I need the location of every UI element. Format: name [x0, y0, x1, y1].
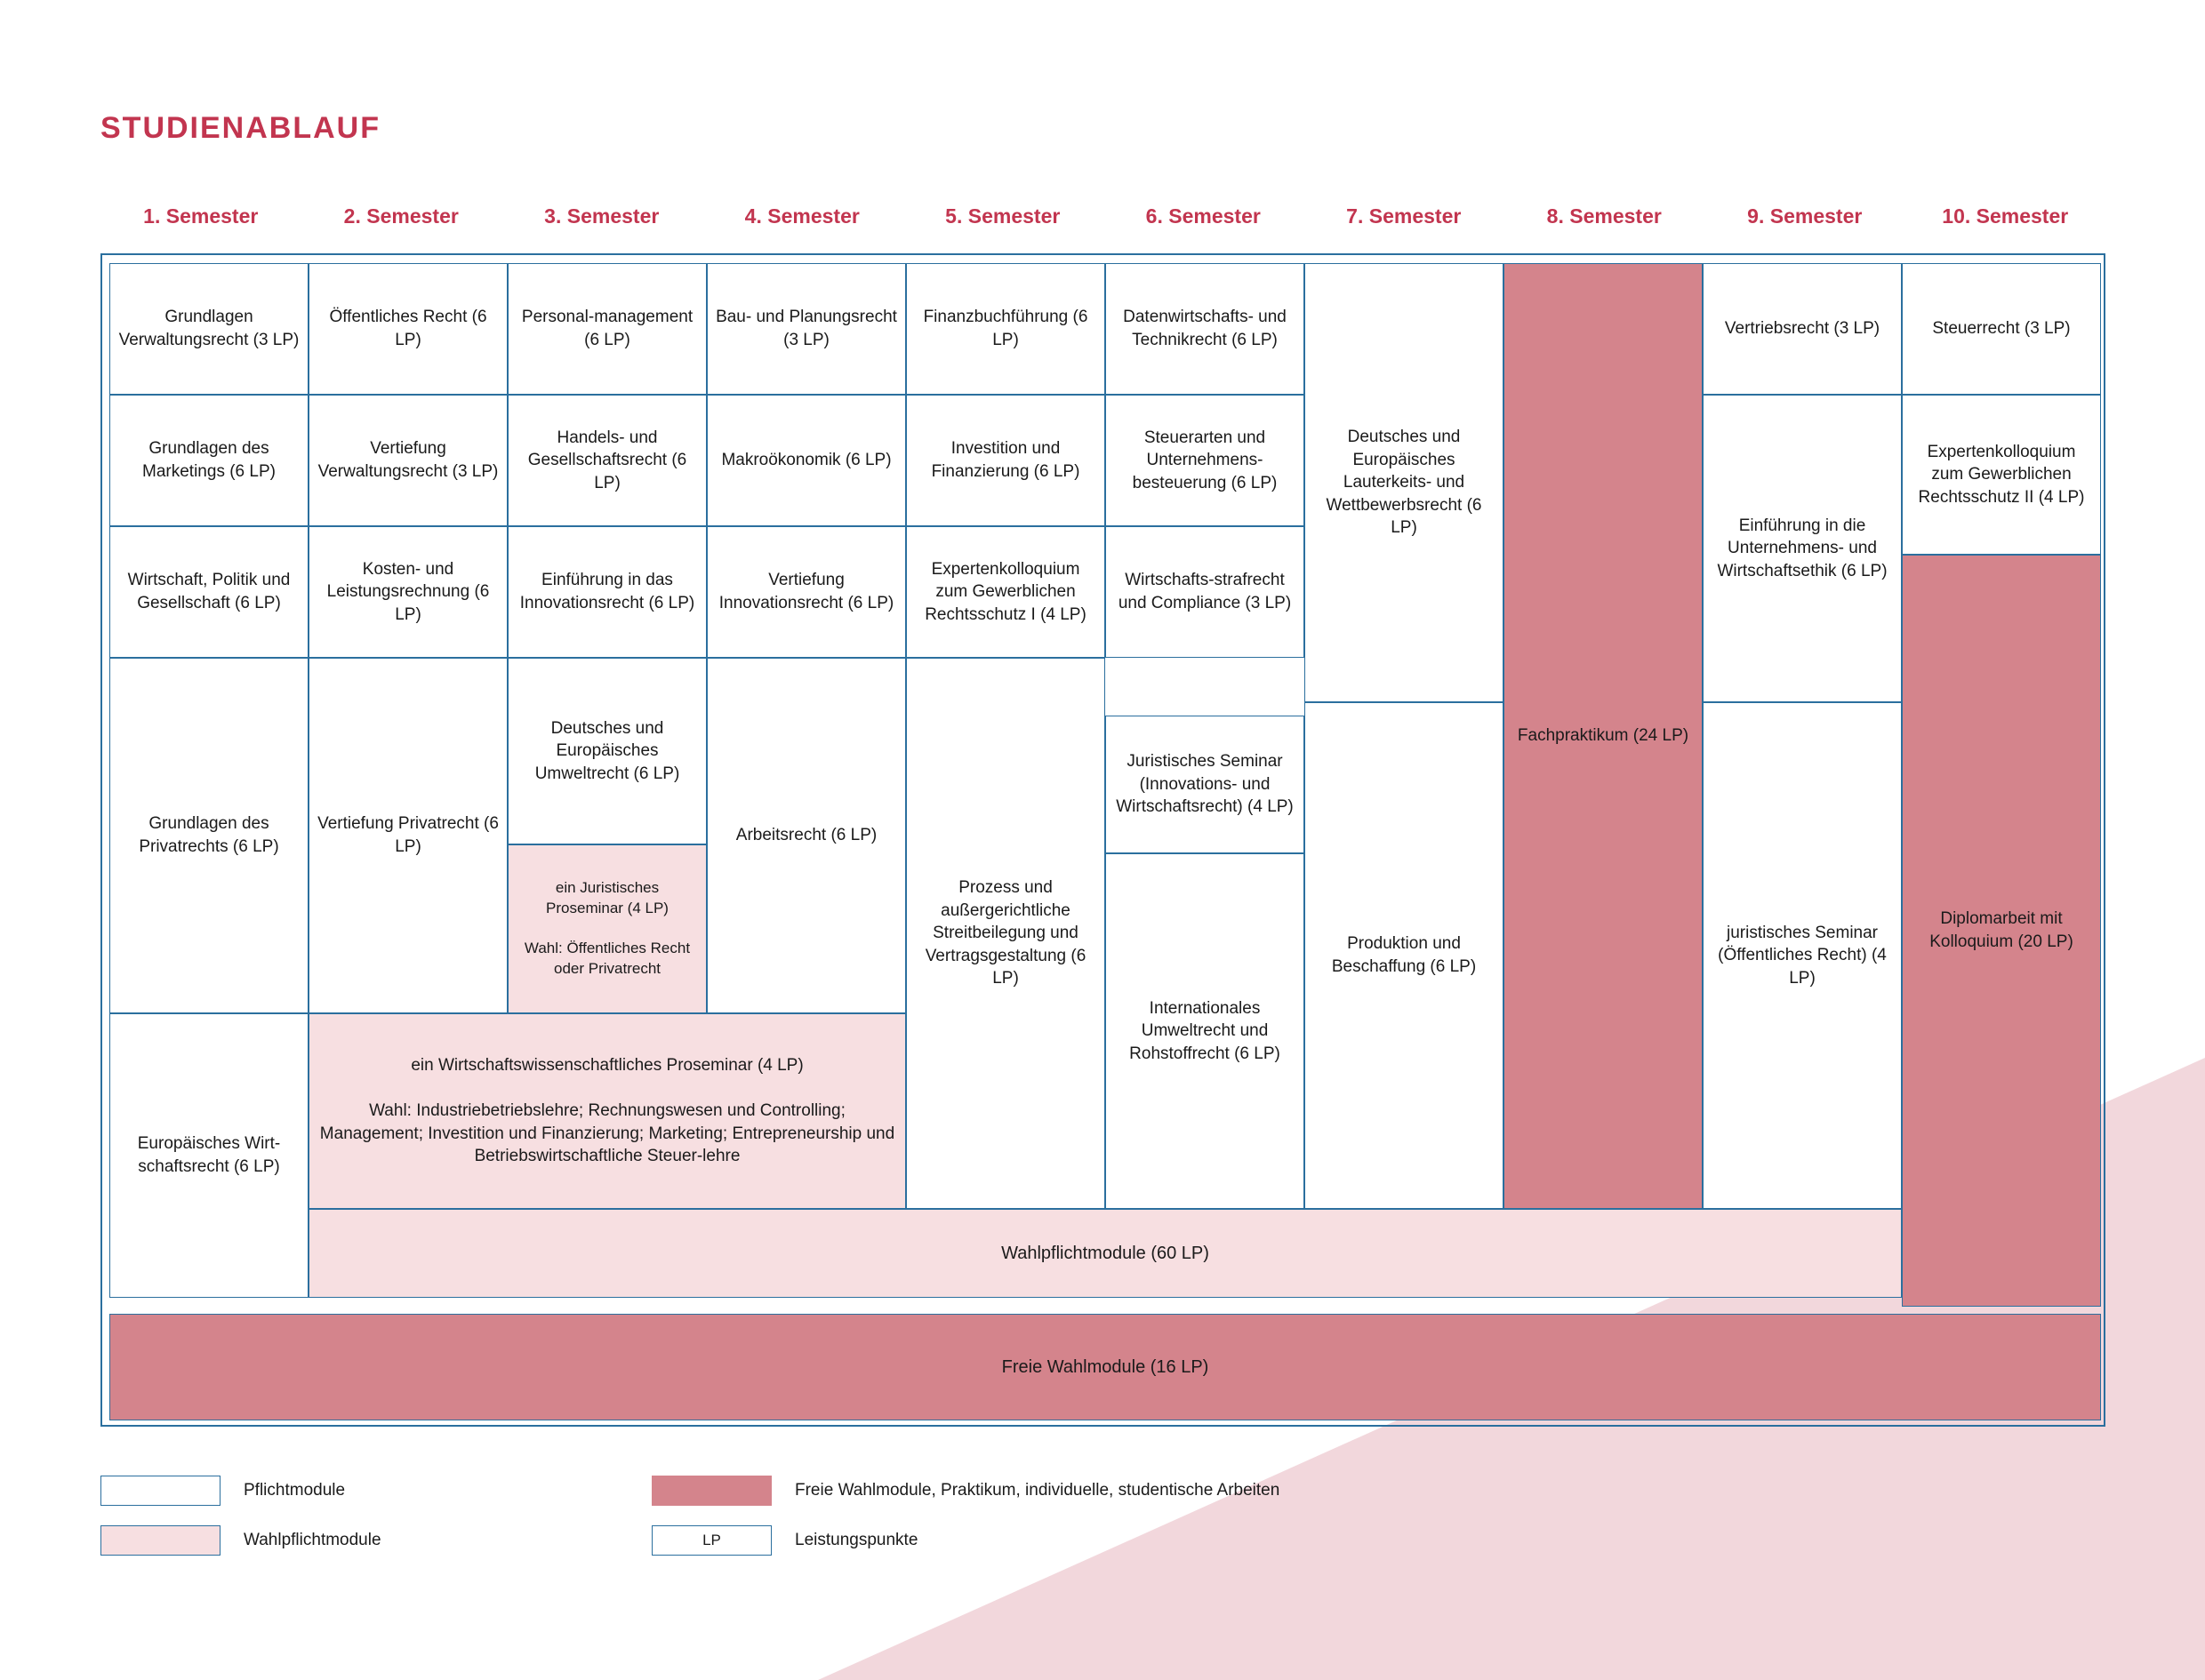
legend-swatch-wahlpflichtmodule — [100, 1525, 220, 1556]
module-s5-investition-finanzierung[interactable]: Investition und Finanzierung (6 LP) — [906, 395, 1105, 526]
semester-header-6: 6. Semester — [1145, 204, 1261, 228]
semester-header-7: 7. Semester — [1346, 204, 1462, 228]
module-s2-vertiefung-verwaltungsrecht[interactable]: Vertiefung Verwaltungsrecht (3 LP) — [309, 395, 508, 526]
legend-label-pflichtmodule: Pflichtmodule — [244, 1481, 346, 1500]
module-s10-expertenkolloquium-ii[interactable]: Expertenkolloquium zum Gewerblichen Rechtsschutz II (4 LP) — [1902, 395, 2101, 555]
module-s3-einfuehrung-innovationsrecht[interactable]: Einführung in das Innovationsrecht (6 LP) — [508, 526, 707, 658]
module-s7-produktion-beschaffung[interactable]: Produktion und Beschaffung (6 LP) — [1304, 702, 1503, 1209]
semester-header-4: 4. Semester — [744, 204, 860, 228]
module-s7-lauterkeits-wettbewerbsrecht[interactable]: Deutsches und Europäisches Lauterkeits- und Wettbewerbsrecht (6 LP) — [1304, 263, 1503, 702]
legend-row-2 — [100, 1525, 1879, 1556]
module-s1-grundlagen-marketing[interactable]: Grundlagen des Marketings (6 LP) — [109, 395, 309, 526]
module-wiwi-proseminar[interactable]: ein Wirtschaftswissenschaftliches Proseminar (4 LP) Wahl: Industriebetriebslehre; Rechnungswesen und Controlling; Management; Investition und Finanzierung; Marketing; Entrepreneurship und Betriebswirtschaftliche Steuer-lehre — [309, 1013, 906, 1209]
semester-header-3: 3. Semester — [544, 204, 660, 228]
legend-label-freie-wahlmodule: Freie Wahlmodule, Praktikum, individuelle, studentische Arbeiten — [795, 1481, 1280, 1500]
module-s1-europaeisches-wirtschaftsrecht[interactable]: Europäisches Wirt-schaftsrecht (6 LP) — [109, 1013, 309, 1298]
module-s9-vertriebsrecht[interactable]: Vertriebsrecht (3 LP) — [1703, 263, 1902, 395]
module-s10-diplomarbeit-kolloquium[interactable]: Diplomarbeit mit Kolloquium (20 LP) — [1902, 555, 2101, 1307]
module-s4-arbeitsrecht[interactable]: Arbeitsrecht (6 LP) — [707, 658, 906, 1013]
page-title: STUDIENABLAUF — [100, 111, 381, 145]
module-s2-kosten-leistungsrechnung[interactable]: Kosten- und Leistungsrechnung (6 LP) — [309, 526, 508, 658]
semester-header-10: 10. Semester — [1942, 204, 2069, 228]
module-s5-finanzbuchfuehrung[interactable]: Finanzbuchführung (6 LP) — [906, 263, 1105, 395]
module-s2-vertiefung-privatrecht[interactable]: Vertiefung Privatrecht (6 LP) — [309, 658, 508, 1013]
module-s4-makrooekonomik[interactable]: Makroökonomik (6 LP) — [707, 395, 906, 526]
module-s4-vertiefung-innovationsrecht[interactable]: Vertiefung Innovationsrecht (6 LP) — [707, 526, 906, 658]
bar-wahlpflichtmodule[interactable]: Wahlpflichtmodule (60 LP) — [309, 1209, 1902, 1298]
module-s5-prozess-streitbeilegung[interactable]: Prozess und außergerichtliche Streitbeilegung und Vertragsgestaltung (6 LP) — [906, 658, 1105, 1209]
module-s3-personalmanagement[interactable]: Personal-management (6 LP) — [508, 263, 707, 395]
module-s6-steuerarten-unternehmensbesteuerung[interactable]: Steuerarten und Unternehmens-besteuerung (6 LP) — [1105, 395, 1304, 526]
semester-header-5: 5. Semester — [945, 204, 1061, 228]
module-s6-wirtschaftsstrafrecht-compliance[interactable]: Wirtschafts-strafrecht und Compliance (3 LP) — [1105, 526, 1304, 658]
legend-swatch-freie-wahlmodule — [652, 1476, 772, 1506]
module-s3-deutsches-europaeisches-umweltrecht[interactable]: Deutsches und Europäisches Umweltrecht (6 LP) — [508, 658, 707, 844]
legend-label-leistungspunkte: Leistungspunkte — [795, 1531, 918, 1549]
legend-label-wahlpflichtmodule: Wahlpflichtmodule — [244, 1531, 381, 1549]
legend-item-pflichtmodule — [100, 1476, 652, 1506]
module-s5-expertenkolloquium-i[interactable]: Expertenkolloquium zum Gewerblichen Rechtsschutz I (4 LP) — [906, 526, 1105, 658]
module-s10-steuerrecht[interactable]: Steuerrecht (3 LP) — [1902, 263, 2101, 395]
legend-row-1 — [100, 1476, 1879, 1506]
module-s1-wirtschaft-politik-gesellschaft[interactable]: Wirtschaft, Politik und Gesellschaft (6 LP) — [109, 526, 309, 658]
module-s6-juristisches-seminar[interactable]: Juristisches Seminar (Innovations- und Wirtschaftsrecht) (4 LP) — [1105, 716, 1304, 853]
module-s4-bau-planungsrecht[interactable]: Bau- und Planungsrecht (3 LP) — [707, 263, 906, 395]
legend-item-leistungspunkte — [652, 1525, 918, 1556]
module-s3-handels-gesellschaftsrecht[interactable]: Handels- und Gesellschaftsrecht (6 LP) — [508, 395, 707, 526]
module-s9-juristisches-seminar-oeffentliches-recht[interactable]: juristisches Seminar (Öffentliches Recht) (4 LP) — [1703, 702, 1902, 1209]
legend-swatch-lp: LP — [652, 1525, 772, 1556]
semester-header-8: 8. Semester — [1546, 204, 1662, 228]
module-s1-grundlagen-verwaltungsrecht[interactable]: Grundlagen Verwaltungsrecht (3 LP) — [109, 263, 309, 395]
module-s6-datenwirtschaftsrecht[interactable]: Datenwirtschafts- und Technikrecht (6 LP) — [1105, 263, 1304, 395]
semester-header-1: 1. Semester — [143, 204, 259, 228]
bar-freie-wahlmodule[interactable]: Freie Wahlmodule (16 LP) — [109, 1314, 2101, 1420]
module-s8-fachpraktikum[interactable]: Fachpraktikum (24 LP) — [1503, 263, 1703, 1209]
legend-item-wahlpflichtmodule — [100, 1525, 652, 1556]
semester-header-2: 2. Semester — [343, 204, 459, 228]
module-s2-oeffentliches-recht[interactable]: Öffentliches Recht (6 LP) — [309, 263, 508, 395]
legend-swatch-pflichtmodule — [100, 1476, 220, 1506]
legend-item-freie-wahlmodule — [652, 1476, 1279, 1506]
module-s9-unternehmens-wirtschaftsethik[interactable]: Einführung in die Unternehmens- und Wirtschaftsethik (6 LP) — [1703, 395, 1902, 702]
semester-header-9: 9. Semester — [1747, 204, 1863, 228]
module-s3-juristisches-proseminar[interactable]: ein Juristisches Proseminar (4 LP) Wahl: Öffentliches Recht oder Privatrecht — [508, 844, 707, 1013]
module-s6-internationales-umweltrecht[interactable]: Internationales Umweltrecht und Rohstoffrecht (6 LP) — [1105, 853, 1304, 1209]
module-s1-grundlagen-privatrecht[interactable]: Grundlagen des Privatrechts (6 LP) — [109, 658, 309, 1013]
legend — [100, 1476, 1879, 1575]
